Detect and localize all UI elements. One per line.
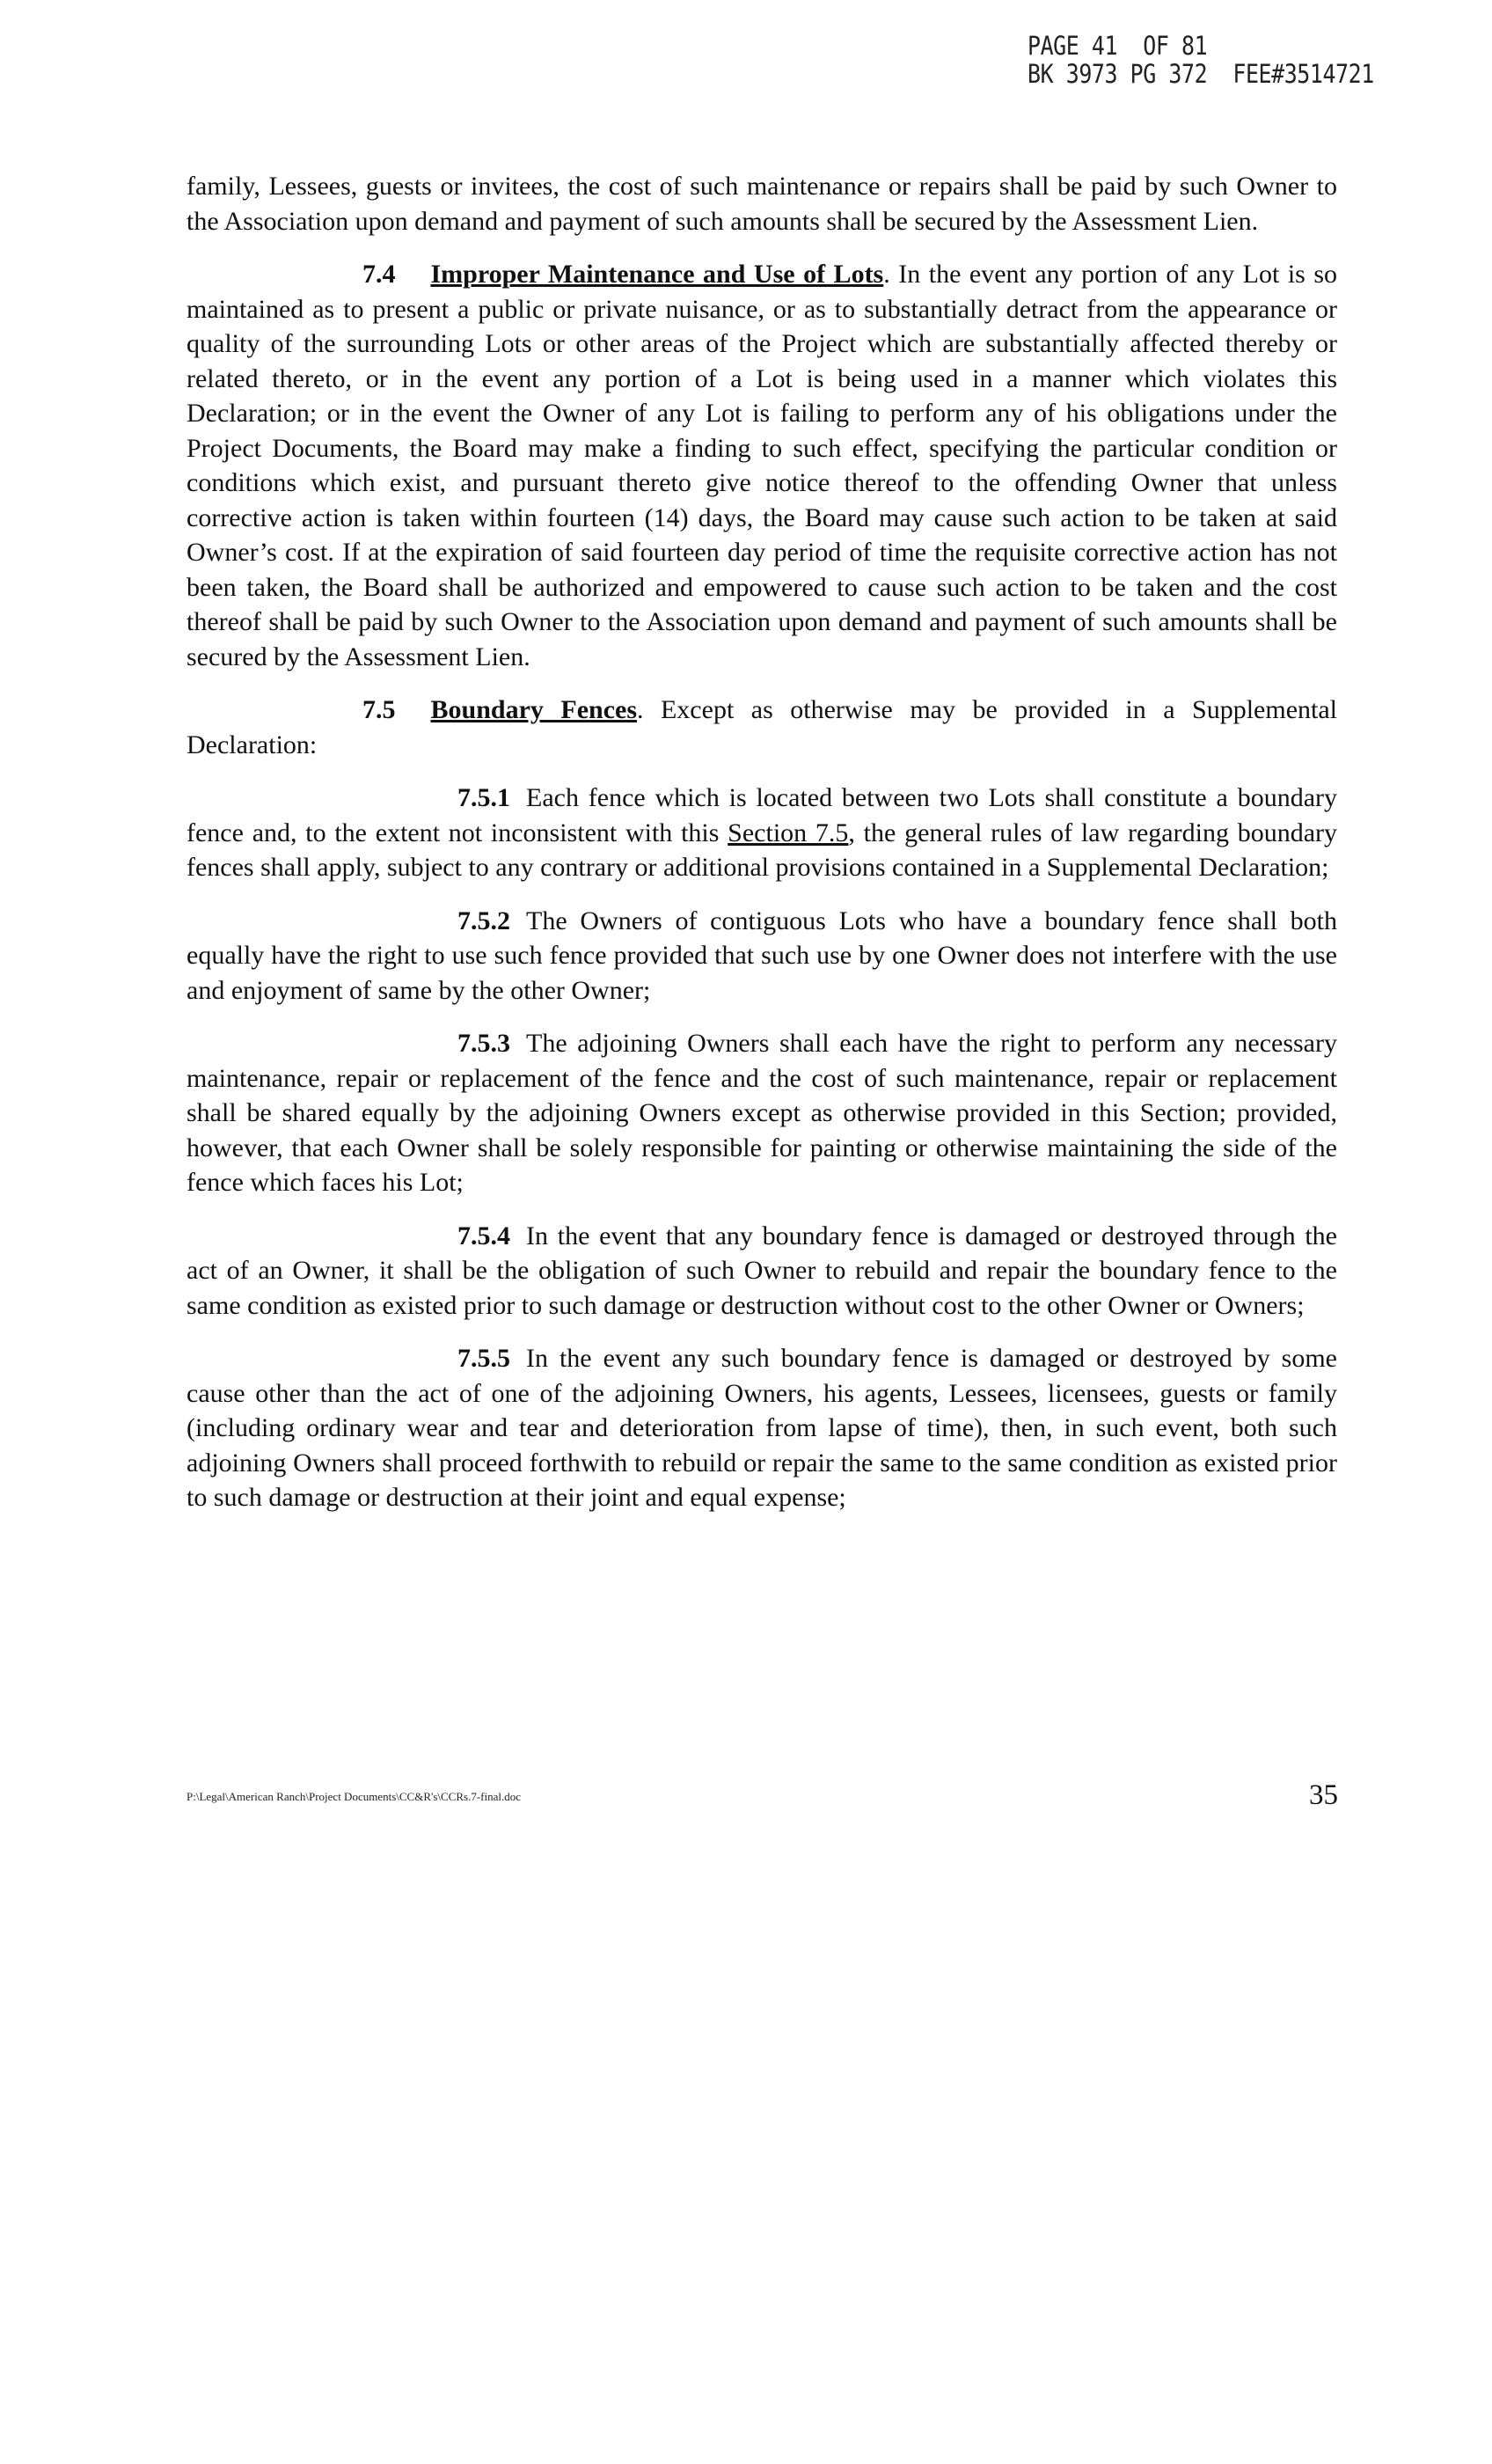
recording-stamp — [1028, 31, 1374, 89]
section-number: 7.5.5 — [457, 1344, 510, 1373]
section-number: 7.5.2 — [457, 906, 510, 935]
section-reference: Section 7.5 — [728, 818, 849, 847]
section-text: In the event any such boundary fence is damaged or destroyed by some cause other than the act of one of the adjoining Owners, his agents, Lessees, licensees, guests or family (including ordinary wear and tear and deterioration from lapse of time), then, in such event, both such adjoining Owners shall proceed forthwith to rebuild or repair the same to the same condition as existed prior to such damage or destruction at their joint and equal expense; — [186, 1344, 1337, 1512]
section-text: . Except as otherwise may be provided in a Supplemental Declaration: — [186, 695, 1337, 759]
section-text: The adjoining Owners shall each have the right to perform any necessary maintenance, repair or replacement of the fence and the cost of such maintenance, repair or replacement shall be shared equally by the adjoining Owners except as otherwise provided in this Section; provided, however, that each Owner shall be solely responsible for painting or otherwise maintaining the side of the fence which faces his Lot; — [186, 1029, 1337, 1197]
footer-file-path: P:\Legal\American Ranch\Project Documents\CC&R's\CCRs.7-final.doc — [186, 1790, 522, 1803]
stamp-book-page-fee: BK 3973 PG 372 FEE#3514721 — [1028, 59, 1374, 89]
section-7-5-4 — [186, 1219, 1337, 1324]
page-number: 35 — [1309, 1779, 1338, 1811]
section-7-5 — [186, 693, 1337, 762]
section-7-5-2 — [186, 904, 1337, 1008]
section-text: The Owners of contiguous Lots who have a boundary fence shall both equally have the right to use such fence provided that such use by one Owner does not interfere with the use and enjoyment of same by the other Owner; — [186, 906, 1337, 1005]
section-7-5-1 — [186, 781, 1337, 885]
stamp-page-count: PAGE 41 OF 81 — [1028, 31, 1208, 61]
section-number: 7.5.3 — [457, 1029, 510, 1058]
section-number: 7.4 — [362, 260, 396, 289]
document-body — [186, 169, 1337, 1534]
section-number: 7.5.1 — [457, 783, 510, 812]
paragraph-continuation: family, Lessees, guests or invitees, the cost of such maintenance or repairs shall be paid by such Owner to the Association upon demand and payment of such amounts shall be secured by the Assessment Lien. — [186, 172, 1337, 236]
section-text: In the event that any boundary fence is damaged or destroyed through the act of an Owner, it shall be the obligation of such Owner to rebuild and repair the boundary fence to the same condition as existed prior to such damage or destruction without cost to the other Owner or Owners; — [186, 1221, 1337, 1320]
section-heading: Improper Maintenance and Use of Lots — [430, 260, 884, 289]
section-number: 7.5 — [362, 695, 396, 724]
section-7-4 — [186, 257, 1337, 674]
section-text: , the general rules of law regarding boundary fences shall apply, subject to any contrary or additional provisions contained in a Supplemental Declaration; — [186, 818, 1337, 882]
section-text: Each fence which is located between two Lots shall constitute a boundary fence and, to the extent not inconsistent with this — [186, 783, 1337, 847]
section-number: 7.5.4 — [457, 1221, 510, 1250]
section-text: . In the event any portion of any Lot is so maintained as to present a public or private nuisance, or as to substantially detract from the appearance or quality of the surrounding Lots or other areas of the Project which are substantially affected thereby or related thereto, or in the event any portion of a Lot is being used in a manner which violates this Declaration; or in the event the Owner of any Lot is failing to perform any of his obligations under the Project Documents, the Board may make a finding to such effect, specifying the particular condition or conditions which exist, and pursuant thereto give notice thereof to the offending Owner that unless corrective action is taken within fourteen (14) days, the Board may cause such action to be taken at said Owner’s cost. If at the expiration of said fourteen day period of time the requisite corrective action has not been taken, the Board shall be authorized and empowered to cause such action to be taken and the cost thereof shall be paid by such Owner to the Association upon demand and payment of such amounts shall be secured by the Assessment Lien. — [186, 260, 1338, 671]
section-heading: Boundary Fences — [430, 695, 637, 724]
section-7-5-3 — [186, 1026, 1337, 1200]
section-7-5-5 — [186, 1341, 1337, 1515]
